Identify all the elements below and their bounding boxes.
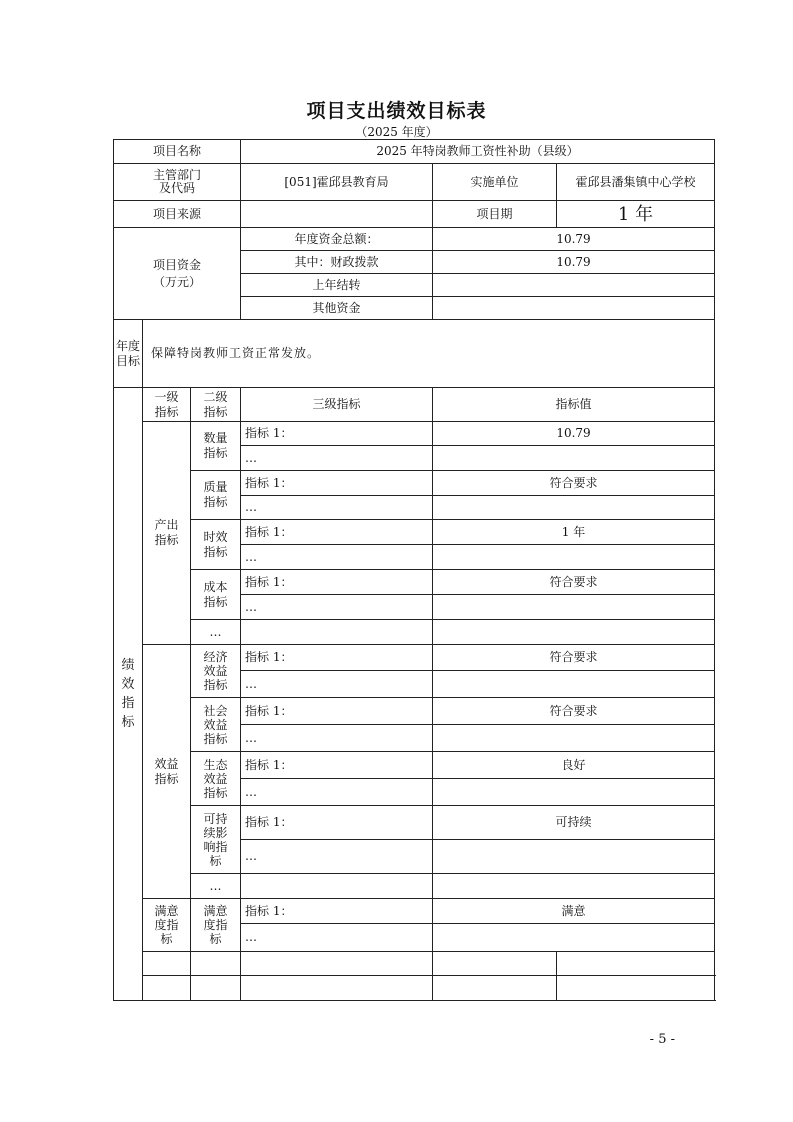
label-cost-indicator: 成本指标 — [191, 570, 241, 620]
label-satisfaction-subindicator: 满意度指标 — [191, 899, 241, 952]
timeliness-ellipsis: … — [241, 545, 433, 570]
blank-cell — [433, 976, 557, 1001]
row-satisfaction-1 — [114, 899, 715, 924]
timeliness-indicator-name: 指标 1： — [241, 520, 433, 545]
economic-indicator-name: 指标 1： — [241, 645, 433, 671]
satisfaction-empty-value — [433, 924, 715, 952]
row-cost-1 — [114, 570, 715, 595]
label-funds-total: 年度资金总额： — [241, 228, 433, 251]
quantity-empty-value — [433, 446, 715, 471]
timeliness-empty-value — [433, 545, 715, 570]
satisfaction-indicator-name: 指标 1： — [241, 899, 433, 924]
row-funds-total — [114, 228, 715, 251]
quality-indicator-name: 指标 1： — [241, 471, 433, 496]
label-economic-indicator: 经济效益指标 — [191, 645, 241, 698]
label-ecological-indicator: 生态效益指标 — [191, 752, 241, 806]
satisfaction-ellipsis: … — [241, 924, 433, 952]
label-quantity-indicator: 数量指标 — [191, 422, 241, 471]
sustainability-ellipsis: … — [241, 840, 433, 874]
label-output-indicators: 产出指标 — [143, 422, 191, 645]
social-ellipsis: … — [241, 725, 433, 752]
value-project-source — [241, 201, 433, 228]
row-benefit-more — [114, 874, 715, 899]
blank-cell — [191, 952, 241, 976]
label-timeliness-indicator: 时效指标 — [191, 520, 241, 570]
label-performance-indicators: 绩效指标 — [114, 388, 143, 1001]
label-project-period: 项目期 — [433, 201, 557, 228]
blank-cell — [143, 976, 191, 1001]
economic-ellipsis: … — [241, 671, 433, 698]
blank-cell — [241, 976, 433, 1001]
cost-indicator-value: 符合要求 — [433, 570, 715, 595]
ecological-indicator-value: 良好 — [433, 752, 715, 779]
benefit-more-empty-1 — [241, 874, 433, 899]
row-ecological-1 — [114, 752, 715, 779]
header-level3: 三级指标 — [241, 388, 433, 422]
label-benefit-indicators: 效益指标 — [143, 645, 191, 899]
quantity-ellipsis: … — [241, 446, 433, 471]
label-project-funds: 项目资金 （万元） — [114, 228, 241, 320]
label-satisfaction-indicators: 满意度指标 — [143, 899, 191, 952]
blank-cell — [191, 976, 241, 1001]
blank-cell — [433, 952, 557, 976]
benefit-more-ellipsis: … — [191, 874, 241, 899]
value-funds-fiscal: 10.79 — [433, 251, 715, 274]
social-indicator-name: 指标 1： — [241, 698, 433, 725]
label-quality-indicator: 质量指标 — [191, 471, 241, 520]
social-empty-value — [433, 725, 715, 752]
value-funds-other — [433, 297, 715, 320]
satisfaction-indicator-value: 满意 — [433, 899, 715, 924]
row-timeliness-1 — [114, 520, 715, 545]
output-more-empty-2 — [433, 620, 715, 645]
row-department — [114, 164, 715, 201]
blank-cell — [557, 952, 715, 976]
social-indicator-value: 符合要求 — [433, 698, 715, 725]
quantity-indicator-name: 指标 1： — [241, 422, 433, 446]
value-department: [051]霍邱县教育局 — [241, 164, 433, 201]
document-year: （2025 年度） — [355, 125, 438, 139]
cost-empty-value — [433, 595, 715, 620]
label-department: 主管部门 及代码 — [114, 164, 241, 201]
row-project-name — [114, 140, 715, 164]
row-output-more — [114, 620, 715, 645]
label-funds-fiscal: 其中：财政拨款 — [241, 251, 433, 274]
cost-indicator-name: 指标 1： — [241, 570, 433, 595]
row-sustainability-1 — [114, 806, 715, 840]
ecological-empty-value — [433, 779, 715, 806]
row-project-source — [114, 201, 715, 228]
header-level2: 二级指标 — [191, 388, 241, 422]
quality-indicator-value: 符合要求 — [433, 471, 715, 496]
row-quality-1 — [114, 471, 715, 496]
sustainability-indicator-value: 可持续 — [433, 806, 715, 840]
row-blank-2 — [114, 976, 715, 1001]
row-social-1 — [114, 698, 715, 725]
document-title: 项目支出绩效目标表 — [306, 100, 487, 122]
quality-ellipsis: … — [241, 496, 433, 520]
label-project-name: 项目名称 — [114, 140, 241, 164]
blank-cell — [557, 976, 715, 1001]
economic-indicator-value: 符合要求 — [433, 645, 715, 671]
output-more-ellipsis: … — [191, 620, 241, 645]
row-indicator-header — [114, 388, 715, 422]
label-annual-target: 年度目标 — [114, 320, 143, 388]
row-blank-1 — [114, 952, 715, 976]
value-annual-target: 保障特岗教师工资正常发放。 — [143, 320, 715, 388]
header-level1: 一级指标 — [143, 388, 191, 422]
blank-cell — [143, 952, 191, 976]
quantity-indicator-value: 10.79 — [433, 422, 715, 446]
row-annual-target — [114, 320, 715, 388]
ecological-ellipsis: … — [241, 779, 433, 806]
performance-target-table — [113, 139, 715, 1001]
value-project-name: 2025 年特岗教师工资性补助（县级） — [241, 140, 715, 164]
label-implementing-unit: 实施单位 — [433, 164, 557, 201]
value-funds-carryover — [433, 274, 715, 297]
benefit-more-empty-2 — [433, 874, 715, 899]
label-project-source: 项目来源 — [114, 201, 241, 228]
blank-cell — [241, 952, 433, 976]
value-implementing-unit: 霍邱县潘集镇中心学校 — [557, 164, 715, 201]
value-project-period: 1 年 — [557, 201, 715, 228]
sustainability-empty-value — [433, 840, 715, 874]
row-economic-1 — [114, 645, 715, 671]
economic-empty-value — [433, 671, 715, 698]
sustainability-indicator-name: 指标 1： — [241, 806, 433, 840]
value-funds-total: 10.79 — [433, 228, 715, 251]
output-more-empty-1 — [241, 620, 433, 645]
ecological-indicator-name: 指标 1： — [241, 752, 433, 779]
label-funds-other: 其他资金 — [241, 297, 433, 320]
header-indicator-value: 指标值 — [433, 388, 715, 422]
row-quantity-1 — [114, 422, 715, 446]
quality-empty-value — [433, 496, 715, 520]
cost-ellipsis: … — [241, 595, 433, 620]
page-number: - 5 - — [649, 1032, 675, 1047]
label-funds-carryover: 上年结转 — [241, 274, 433, 297]
timeliness-indicator-value: 1 年 — [433, 520, 715, 545]
label-social-indicator: 社会效益指标 — [191, 698, 241, 752]
label-sustainability-indicator: 可持续影响指标 — [191, 806, 241, 874]
